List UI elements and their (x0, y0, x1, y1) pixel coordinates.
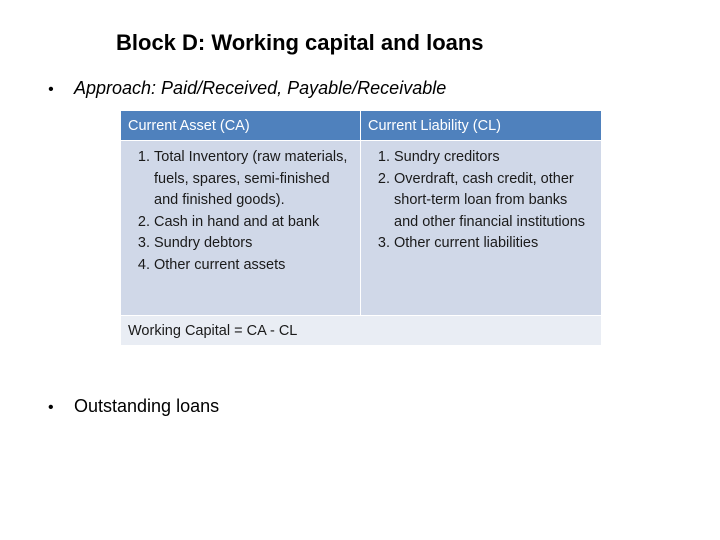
list-item: 1. Sundry creditors (394, 147, 594, 169)
working-capital-formula: Working Capital = CA - CL (121, 316, 602, 346)
bullet-approach (48, 78, 446, 99)
list-item: 4. Other current assets (154, 255, 353, 277)
bullet-loans-text: Outstanding loans (74, 396, 220, 416)
bullet-loans (48, 396, 219, 417)
bullet-approach-text: Approach: Paid/Received, Payable/Receivable (74, 78, 447, 98)
current-liability-list (368, 147, 594, 255)
bullet-marker-icon: • (48, 399, 54, 416)
list-item: 3. Other current liabilities (394, 233, 594, 255)
header-current-asset: Current Asset (CA) (121, 111, 361, 141)
working-capital-table (120, 110, 602, 346)
list-item: 2. Cash in hand and at bank (154, 212, 353, 234)
header-current-liability: Current Liability (CL) (361, 111, 602, 141)
current-asset-cell (121, 141, 361, 316)
list-item: 1. Total Inventory (raw materials, fuels, spares, semi-finished and finished goods). (154, 147, 353, 212)
list-item: 2. Overdraft, cash credit, other short-term loan from banks and other financial institutions (394, 169, 594, 234)
current-liability-cell (361, 141, 602, 316)
bullet-marker-icon: • (48, 81, 54, 98)
list-item: 3. Sundry debtors (154, 233, 353, 255)
slide-title: Block D: Working capital and loans (116, 30, 484, 55)
current-asset-list (128, 147, 353, 276)
